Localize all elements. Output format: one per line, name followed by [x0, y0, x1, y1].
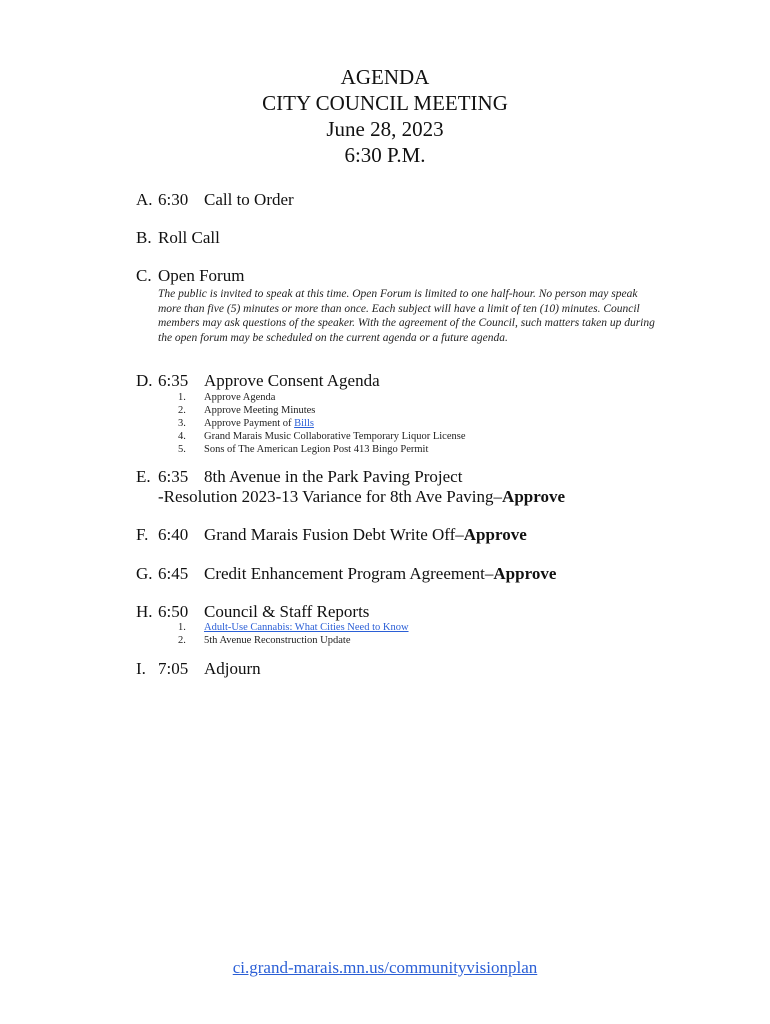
- item-time: 6:35: [158, 467, 189, 486]
- list-item: [178, 634, 409, 647]
- item-title: 8th Avenue in the Park Paving Project: [204, 467, 463, 486]
- community-vision-link[interactable]: ci.grand-marais.mn.us/communityvisionplan: [232, 958, 538, 977]
- header-title: AGENDA: [340, 65, 430, 89]
- cannabis-link[interactable]: Adult-Use Cannabis: What Cities Need to Know: [204, 622, 409, 633]
- agenda-item-d: [136, 371, 380, 391]
- list-text: Sons of The American Legion Post 413 Bingo Permit: [204, 444, 429, 455]
- approve-label: Approve: [463, 525, 527, 544]
- list-item: [178, 621, 409, 634]
- list-number: 4.: [178, 431, 186, 442]
- item-time: 6:40: [158, 525, 189, 544]
- list-item: [178, 417, 466, 430]
- item-letter: I.: [136, 659, 146, 678]
- open-forum-description: The public is invited to speak at this time. Open Forum is limited to one half-hour. No person may speak more than five (5) minutes or more than once. Each subject will have a limit of ten (10) minutes. Council members may ask questions of the speaker. With the agreement of the Council, such matters taken up during the open forum may be scheduled on the current agenda or a future agenda.: [158, 288, 655, 344]
- approve-label: Approve: [493, 564, 557, 583]
- list-text: 5th Avenue Reconstruction Update: [204, 635, 351, 646]
- approve-label: Approve: [502, 487, 566, 506]
- reports-list: [178, 621, 409, 647]
- agenda-item-h: [136, 602, 369, 622]
- agenda-item-a: [136, 190, 294, 210]
- item-letter: D.: [136, 371, 153, 390]
- item-letter: F.: [136, 525, 149, 544]
- item-letter: G.: [136, 564, 153, 583]
- item-title: Council & Staff Reports: [204, 602, 370, 621]
- item-letter: C.: [136, 266, 152, 285]
- agenda-item-f: [136, 525, 527, 545]
- header-meeting: CITY COUNCIL MEETING: [262, 91, 508, 115]
- list-number: 3.: [178, 418, 186, 429]
- item-time: 6:35: [158, 371, 189, 390]
- list-number: 1.: [178, 392, 186, 403]
- item-letter: E.: [136, 467, 151, 486]
- item-letter: A.: [136, 190, 153, 209]
- resolution-line: [158, 487, 565, 507]
- list-text: Approve Meeting Minutes: [204, 405, 316, 416]
- list-number: 1.: [178, 622, 186, 633]
- item-letter: H.: [136, 602, 153, 621]
- item-title: Open Forum: [158, 266, 245, 285]
- list-item: [178, 430, 466, 443]
- consent-agenda-list: [178, 391, 466, 456]
- agenda-item-e: [136, 467, 462, 487]
- agenda-item-i: [136, 659, 261, 679]
- item-time: 6:30: [158, 190, 189, 209]
- list-item: [178, 391, 466, 404]
- item-time: 7:05: [158, 659, 189, 678]
- list-item: [178, 404, 466, 417]
- item-title: Adjourn: [204, 659, 261, 678]
- agenda-item-c: [136, 266, 244, 286]
- list-text: Approve Payment of: [204, 418, 295, 429]
- item-title: Call to Order: [204, 190, 294, 209]
- list-number: 2.: [178, 635, 186, 646]
- item-title: Roll Call: [158, 228, 220, 247]
- list-text: Grand Marais Music Collaborative Temporary Liquor License: [204, 431, 466, 442]
- item-letter: B.: [136, 228, 152, 247]
- list-text: Approve Agenda: [204, 392, 276, 403]
- item-title: Credit Enhancement Program Agreement–: [204, 564, 494, 583]
- resolution-text: -Resolution 2023-13 Variance for 8th Ave Paving–: [158, 487, 503, 506]
- list-number: 2.: [178, 405, 186, 416]
- header-time: 6:30 P.M.: [344, 143, 426, 167]
- agenda-header: [0, 64, 770, 168]
- bills-link[interactable]: Bills: [294, 418, 314, 429]
- item-time: 6:50: [158, 602, 189, 621]
- item-time: 6:45: [158, 564, 189, 583]
- list-number: 5.: [178, 444, 186, 455]
- agenda-item-b: [136, 228, 220, 248]
- header-date: June 28, 2023: [326, 117, 444, 141]
- item-title: Approve Consent Agenda: [204, 371, 380, 390]
- agenda-item-g: [136, 564, 556, 584]
- item-title: Grand Marais Fusion Debt Write Off–: [204, 525, 464, 544]
- list-item: [178, 443, 466, 456]
